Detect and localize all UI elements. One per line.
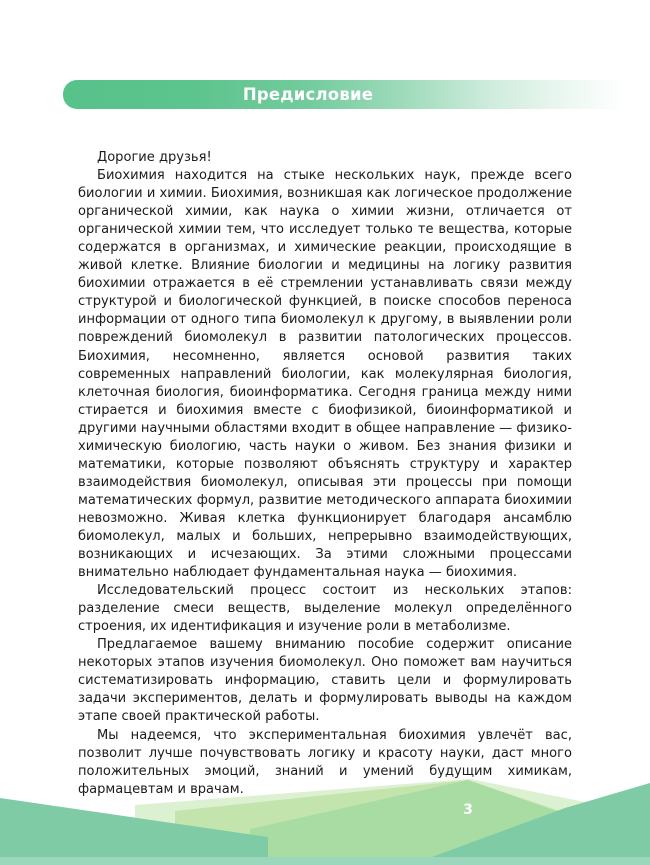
section-title-banner	[63, 80, 642, 109]
paragraph-greeting: Дорогие друзья!	[97, 150, 212, 165]
footer-mountain-decoration	[0, 775, 650, 865]
page-number: 3	[463, 802, 473, 818]
footer-base-strip	[0, 857, 650, 865]
paragraph-research-process: Исследовательский процесс состоит из нескольких этапов: разделение смеси веществ, выделение молекул определённого строения, их идентификация и изучение роли в метаболизме.	[78, 583, 572, 635]
paragraph-hope: Мы надеемся, что экспериментальная биохимия увлечёт вас, позволит лучше почувствовать логику и красоту науки, даст много положительных эмоций, знаний и умений будущим химикам, фармацевтам и врачам.	[78, 727, 572, 797]
paragraph-intro: Биохимия находится на стыке нескольких наук, прежде всего биологии и химии. Биохимия, возникшая как логическое продолжение органической химии, как наука о химии жизни, отличается от органической химии тем, что исследует только те вещества, которые содержатся в организмах, и химические реакции, происходящие в живой клетке. Влияние биологии и медицины на логику развития биохимии отражается в её стремлении устанавливать связи между структурой и биологической функцией, в поиске способов переноса информации от одного типа биомолекул к другому, в выявлении роли повреждений биомолекул в развитии патологических процессов. Биохимия, несомненно, является основой развития таких современных направлений биологии, как молекулярная биология, клеточная биология, биоинформатика. Сегодня граница между ними стирается и биохимия вместе с биофизикой, биоинформатикой и другими научными областями входит в общее направление — физико-химическую биологию, часть науки о живом. Без знания физики и математики, которые позволяют объяснять структуру и характер взаимодействия биомолекул, описывая эти процессы при помощи математических формул, развитие методического аппарата биохимии невозможно. Живая клетка функционирует благодаря ансамблю биомолекул, малых и больших, непрерывно взаимодействующих, возникающих и исчезающих. За этими сложными процессами внимательно наблюдает фундаментальная наука — биохимия.	[78, 168, 572, 581]
paragraph-manual-description: Предлагаемое вашему вниманию пособие содержит описание некоторых этапов изучения биомолекул. Оно поможет вам научиться систематизировать информацию, ставить цели и формулировать задачи экспериментов, делать и формулировать выводы на каждом этапе своей практической работы.	[78, 637, 572, 725]
page-title: Предисловие	[242, 85, 374, 104]
preface-body	[78, 149, 572, 835]
